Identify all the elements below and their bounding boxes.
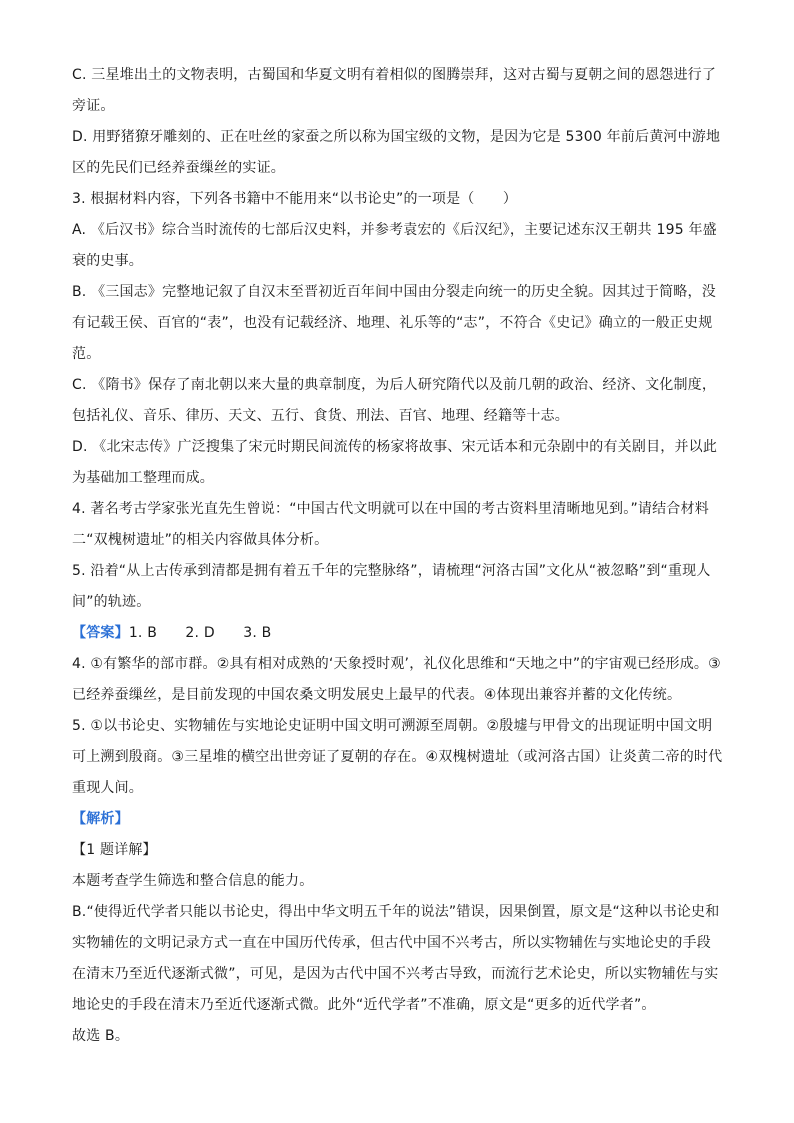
detail-1-intro: 本题考查学生筛选和整合信息的能力。 [72,873,314,889]
option-c-q2: C. 三星堆出土的文物表明，古蜀国和华夏文明有着相似的图腾崇拜，这对古蜀与夏朝之间的恩怨进行了旁证。 [72,67,717,114]
answer-choices: 1. B 2. D 3. B [128,625,272,641]
option-d-q2: D. 用野猪獠牙雕刻的、正在吐丝的家蚕之所以称为国宝级的文物，是因为它是 5300 年前后黄河中游地区的先民们已经养蚕缫丝的实证。 [72,129,721,176]
q3-option-d: D. 《北宋志传》广泛搜集了宋元时期民间流传的杨家将故事、宋元话本和元杂剧中的有关剧目，并以此为基础加工整理而成。 [72,439,718,486]
q3-option-c: C. 《隋书》保存了南北朝以来大量的典章制度，为后人研究隋代以及前几朝的政治、经济、文化制度，包括礼仪、音乐、律历、天文、五行、食货、刑法、百官、地理、经籍等十志。 [72,377,717,424]
answer-line [72,618,724,649]
document-page [72,60,724,1052]
answer-4: 4. ①有繁华的部市群。②具有相对成熟的‘天象授时观’，礼仪化思维和“天地之中”的宇宙观已经形成。③已经养蚕缫丝，是目前发现的中国农桑文明发展史上最早的代表。④体现出兼容并蓄的文化传统。 [72,656,721,703]
analysis-heading [72,804,724,835]
detail-1-label: 【1 题详解】 [72,842,157,858]
answer-label: 【答案】 [72,625,129,641]
q3-option-a: A. 《后汉书》综合当时流传的七部后汉史料，并参考袁宏的《后汉纪》，主要记述东汉王朝共 195 年盛衰的史事。 [72,222,717,269]
answer-5: 5. ①以书论史、实物辅佐与实地论史证明中国文明可溯源至周朝。②殷墟与甲骨文的出现证明中国文明可上溯到殷商。③三星堆的横空出世旁证了夏朝的存在。④双槐树遗址（或河洛古国）让炎黄二帝的时代重现人间。 [72,718,723,796]
analysis-label: 【解析】 [72,811,129,827]
question-5: 5. 沿着“从上古传承到清都是拥有着五千年的完整脉络”，请梳理“河洛古国”文化从“被忽略”到“重现人间”的轨迹。 [72,563,711,610]
question-4: 4. 著名考古学家张光直先生曾说：“中国古代文明就可以在中国的考古资料里清晰地见到。”请结合材料二“双槐树遗址”的相关内容做具体分析。 [72,501,709,548]
detail-1-conclusion: 故选 B。 [72,1028,130,1044]
detail-1-option-b: B.“使得近代学者只能以书论史，得出中华文明五千年的说法”错误，因果倒置，原文是“这种以书论史和实物辅佐的文明记录方式一直在中国历代传承，但古代中国不兴考古，所以实物辅佐与实地论史的手段在清末乃至近代逐渐式微”，可见，是因为古代中国不兴考古导致，而流行艺术论史，所以实物辅佐与实地论史的手段在清末乃至近代逐渐式微。此外“近代学者”不准确，原文是“更多的近代学者”。 [72,904,720,1013]
question-3: 3. 根据材料内容，下列各书籍中不能用来“以书论史”的一项是（ ） [72,191,518,207]
q3-option-b: B. 《三国志》完整地记叙了自汉末至晋初近百年间中国由分裂走向统一的历史全貌。因其过于简略，没有记载王侯、百官的“表”，也没有记载经济、地理、礼乐等的“志”，不符合《史记》确立的一般正史规范。 [72,284,716,362]
